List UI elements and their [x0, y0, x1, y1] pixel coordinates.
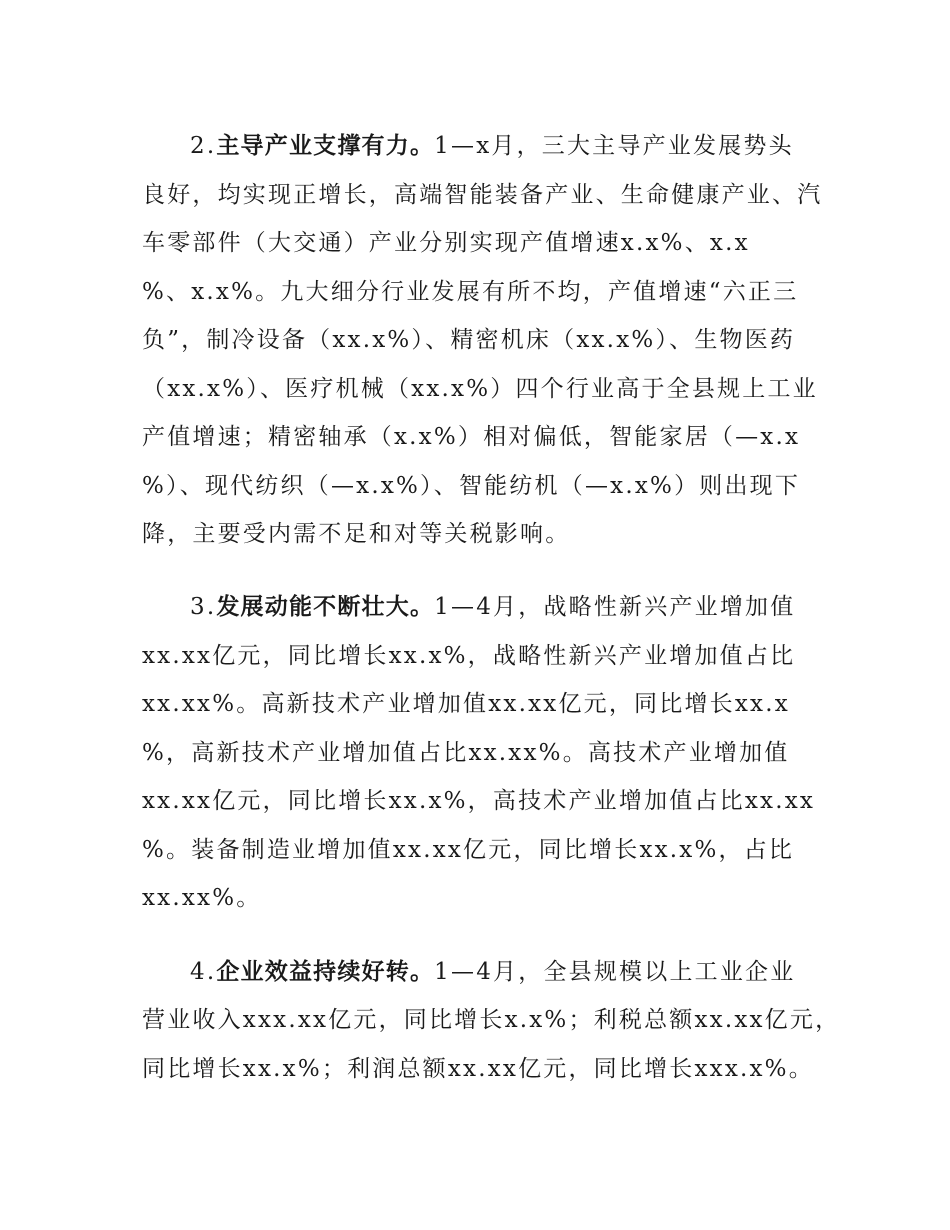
paragraph-heading: 企业效益持续好转。 — [216, 959, 435, 985]
paragraph-text: 1—4月，全县规模以上工业企业 — [434, 959, 796, 985]
paragraph-2-line-1 — [190, 131, 794, 161]
paragraph-text: 1—x月，三大主导产业发展势头 — [434, 133, 794, 159]
paragraph-2-line-8: %）、现代纺织（—x.x%）、智能纺机（—x.x%）则出现下 — [142, 473, 801, 499]
paragraph-3-line-6: %。装备制造业增加值xx.xx亿元，同比增长xx.x%，占比 — [142, 837, 795, 863]
paragraph-2-line-5: 负”，制冷设备（xx.x%）、精密机床（xx.x%）、生物医药 — [142, 327, 796, 353]
paragraph-2-line-4: %、x.x%。九大细分行业发展有所不均，产值增速“六正三 — [142, 279, 799, 305]
paragraph-2-line-9: 降，主要受内需不足和对等关税影响。 — [142, 521, 571, 547]
paragraph-3-line-2: xx.xx亿元，同比增长xx.x%，战略性新兴产业增加值占比 — [142, 643, 796, 669]
paragraph-4-line-3: 同比增长xx.x%；利润总额xx.xx亿元，同比增长xxx.x%。 — [142, 1056, 814, 1082]
paragraph-number: 2. — [190, 133, 217, 159]
paragraph-2-line-3: 车零部件（大交通）产业分别实现产值增速x.x%、x.x — [142, 230, 750, 256]
paragraph-2-line-2: 良好，均实现正增长，高端智能装备产业、生命健康产业、汽 — [142, 182, 823, 208]
paragraph-number: 3. — [190, 594, 217, 620]
paragraph-3-line-1 — [190, 592, 795, 622]
paragraph-text: 1—4月，战略性新兴产业增加值 — [434, 594, 796, 620]
paragraph-3-line-5: xx.xx亿元，同比增长xx.x%，高技术产业增加值占比xx.xx — [142, 788, 816, 814]
paragraph-2-line-6: （xx.x%）、医疗机械（xx.x%）四个行业高于全县规上工业 — [142, 376, 818, 402]
paragraph-3-line-3: xx.xx%。高新技术产业增加值xx.xx亿元，同比增长xx.x — [142, 691, 790, 717]
paragraph-number: 4. — [190, 959, 217, 985]
paragraph-4-line-1 — [190, 957, 795, 987]
paragraph-2-line-7: 产值增速；精密轴承（x.x%）相对偏低，智能家居（—x.x — [142, 424, 801, 450]
paragraph-4-line-2: 营业收入xxx.xx亿元，同比增长x.x%；利税总额xx.xx亿元， — [142, 1007, 841, 1033]
paragraph-3-line-4: %，高新技术产业增加值占比xx.xx%。高技术产业增加值 — [142, 740, 790, 766]
paragraph-heading: 发展动能不断壮大。 — [216, 594, 435, 620]
paragraph-heading: 主导产业支撑有力。 — [216, 133, 435, 159]
paragraph-3-line-7: xx.xx%。 — [142, 885, 262, 911]
